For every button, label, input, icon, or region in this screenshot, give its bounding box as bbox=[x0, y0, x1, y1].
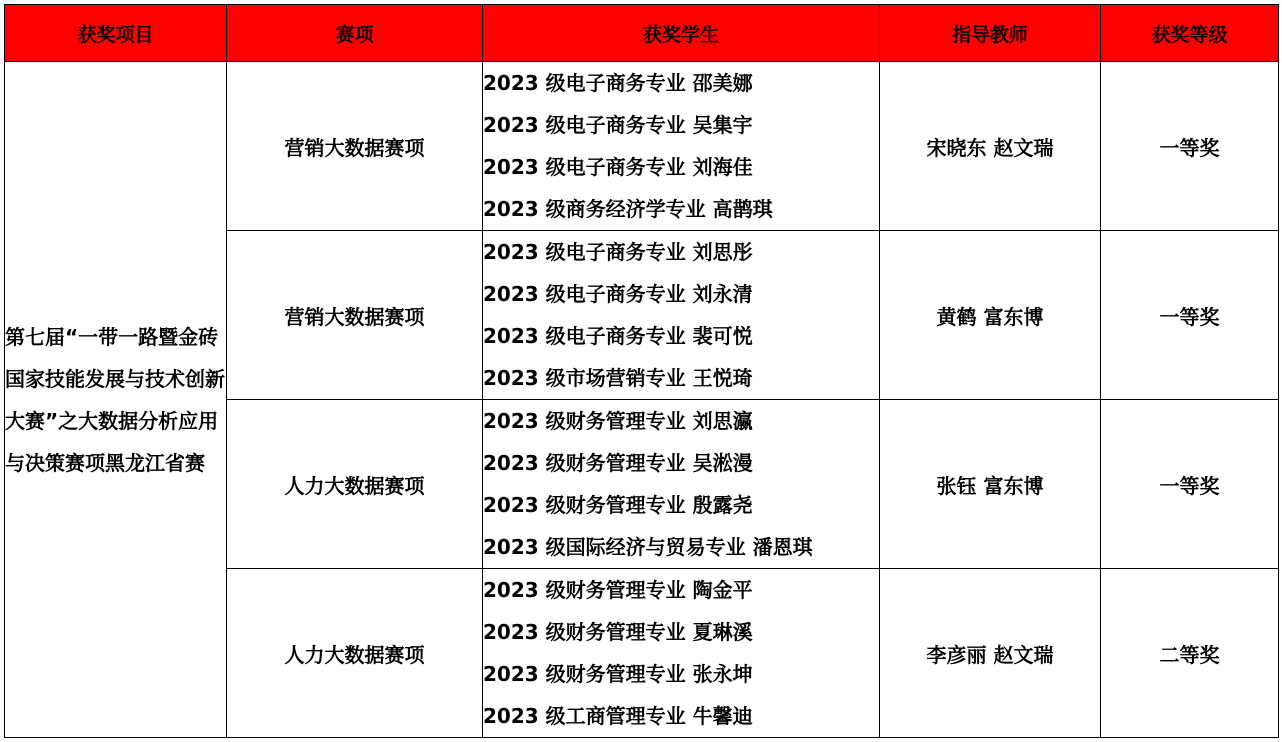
teacher-cell: 宋晓东 赵文瑞 bbox=[880, 62, 1101, 231]
project-cell: 第七届“一带一路暨金砖国家技能发展与技术创新大赛”之大数据分析应用与决策赛项黑龙江省赛 bbox=[5, 62, 227, 738]
teacher-cell: 李彦丽 赵文瑞 bbox=[880, 569, 1101, 738]
student-line: 2023 级财务管理专业 张永坤 bbox=[483, 662, 753, 686]
teacher-cell: 黄鹤 富东博 bbox=[880, 231, 1101, 400]
student-line: 2023 级财务管理专业 吴淞漫 bbox=[483, 451, 753, 475]
award-cell: 二等奖 bbox=[1101, 569, 1279, 738]
student-line: 2023 级国际经济与贸易专业 潘恩琪 bbox=[483, 535, 813, 559]
student-line: 2023 级工商管理专业 牛馨迪 bbox=[483, 704, 753, 728]
header-event: 赛项 bbox=[227, 5, 483, 62]
student-line: 2023 级电子商务专业 刘海佳 bbox=[483, 155, 753, 179]
header-students: 获奖学生 bbox=[483, 5, 880, 62]
award-cell: 一等奖 bbox=[1101, 400, 1279, 569]
table-row bbox=[5, 62, 1279, 231]
student-line: 2023 级财务管理专业 殷露尧 bbox=[483, 493, 753, 517]
student-line: 2023 级电子商务专业 吴集宇 bbox=[483, 113, 753, 137]
students-cell bbox=[483, 569, 880, 738]
student-line: 2023 级电子商务专业 刘思彤 bbox=[483, 240, 753, 264]
awards-table bbox=[4, 4, 1279, 738]
event-cell: 人力大数据赛项 bbox=[227, 400, 483, 569]
header-project: 获奖项目 bbox=[5, 5, 227, 62]
student-line: 2023 级财务管理专业 陶金平 bbox=[483, 578, 753, 602]
student-line: 2023 级财务管理专业 夏琳溪 bbox=[483, 620, 753, 644]
student-line: 2023 级市场营销专业 王悦琦 bbox=[483, 366, 753, 390]
event-cell: 人力大数据赛项 bbox=[227, 569, 483, 738]
award-cell: 一等奖 bbox=[1101, 231, 1279, 400]
student-line: 2023 级财务管理专业 刘思瀛 bbox=[483, 409, 753, 433]
student-line: 2023 级电子商务专业 邵美娜 bbox=[483, 71, 753, 95]
teacher-cell: 张钰 富东博 bbox=[880, 400, 1101, 569]
students-cell bbox=[483, 400, 880, 569]
header-teacher: 指导教师 bbox=[880, 5, 1101, 62]
students-cell bbox=[483, 62, 880, 231]
student-line: 2023 级电子商务专业 刘永清 bbox=[483, 282, 753, 306]
student-line: 2023 级电子商务专业 裴可悦 bbox=[483, 324, 753, 348]
header-award: 获奖等级 bbox=[1101, 5, 1279, 62]
award-cell: 一等奖 bbox=[1101, 62, 1279, 231]
student-line: 2023 级商务经济学专业 高鹊琪 bbox=[483, 197, 773, 221]
event-cell: 营销大数据赛项 bbox=[227, 62, 483, 231]
students-cell bbox=[483, 231, 880, 400]
table-header-row bbox=[5, 5, 1279, 62]
event-cell: 营销大数据赛项 bbox=[227, 231, 483, 400]
